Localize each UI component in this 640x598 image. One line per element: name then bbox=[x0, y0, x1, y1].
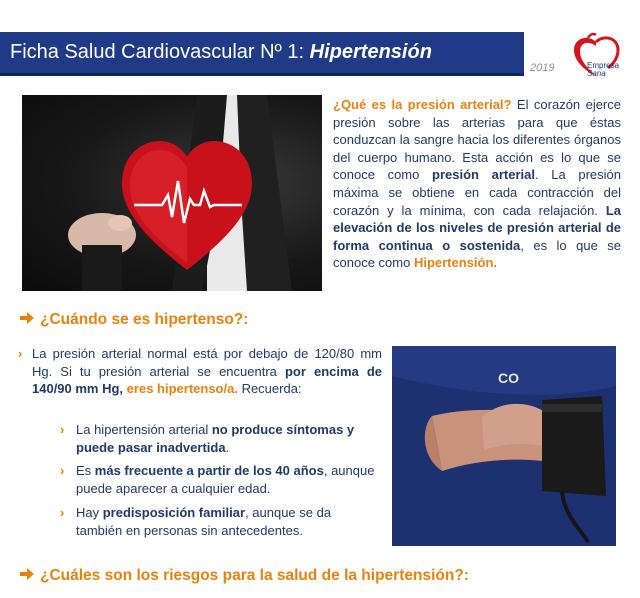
bullet-orange-1: eres hipertenso/a. bbox=[126, 381, 238, 397]
sub-bold: más frecuente a partir de los 40 años bbox=[94, 463, 324, 478]
intro-hipertension: Hipertensión. bbox=[413, 255, 498, 271]
section-heading-riesgos bbox=[18, 567, 469, 585]
intro-bold-2: La elevación de los niveles de presión arterial de forma continua o sostenida bbox=[333, 202, 621, 253]
sub-bullet-2 bbox=[60, 462, 376, 497]
sub-bold: predisposición familiar bbox=[102, 505, 246, 520]
shirt-text: CO bbox=[498, 370, 519, 386]
sub-text: , aunque puede aparecer a cualquier edad. bbox=[76, 463, 375, 496]
sub-text: Hay bbox=[76, 505, 103, 520]
sub-text: Es bbox=[76, 463, 95, 478]
logo-text bbox=[587, 62, 619, 78]
sub-text: La hipertensión arterial bbox=[76, 422, 212, 437]
section-heading-text: ¿Cuándo se es hipertenso?: bbox=[40, 311, 249, 328]
page-title bbox=[10, 41, 432, 64]
sub-bullet-text bbox=[76, 421, 376, 456]
sub-bullet-3 bbox=[60, 504, 376, 539]
sub-bold: no produce síntomas y puede pasar inadvertida bbox=[76, 422, 355, 455]
main-bullet bbox=[18, 345, 382, 398]
bullet-bold-1: por encima de 140/90 mm Hg, bbox=[32, 363, 382, 397]
heart-photo bbox=[22, 95, 322, 291]
intro-paragraph bbox=[333, 96, 621, 272]
title-emphasis: Hipertensión bbox=[309, 41, 432, 63]
bullet-text-1: La presión arterial normal está por debajo de 120/80 mm Hg. Si tu presión arterial se encuentra bbox=[32, 346, 382, 379]
header-bar bbox=[0, 32, 524, 76]
chevron-right-icon: › bbox=[18, 346, 23, 361]
intro-question: ¿Qué es la presión arterial? bbox=[333, 97, 512, 112]
arm-photo bbox=[392, 346, 616, 546]
intro-text-2: . La presión máxima se obtiene en cada contracción del corazón y la mínima, con cada relajación. bbox=[333, 167, 621, 218]
arrow-right-icon bbox=[18, 312, 36, 324]
heart-ecg-icon bbox=[22, 95, 322, 291]
arrow-right-icon bbox=[18, 568, 36, 580]
logo-line-1: Empresa bbox=[587, 61, 620, 70]
logo-line-2: Sana bbox=[587, 69, 606, 78]
intro-text-3: , es lo que se conoce como bbox=[333, 237, 621, 271]
sub-bullet-1 bbox=[60, 421, 376, 456]
section2-heading-text: ¿Cuáles son los riesgos para la salud de la hipertensión?: bbox=[40, 567, 469, 584]
year-label: 2019 bbox=[530, 62, 555, 74]
sub-text: , aunque se da también en personas sin antecedentes. bbox=[76, 505, 332, 538]
chevron-right-icon: › bbox=[60, 505, 65, 520]
sub-text: . bbox=[225, 439, 230, 455]
section-heading-cuando bbox=[18, 311, 248, 329]
intro-text-1: El corazón ejerce presión sobre las arterias para que éstas conduzcan la sangre hacia los diferentes órganos del cuerpo humano. Esta acción es lo que se conoce como bbox=[333, 97, 621, 183]
chevron-right-icon: › bbox=[60, 422, 65, 437]
sub-bullet-text bbox=[76, 462, 376, 497]
chevron-right-icon: › bbox=[60, 463, 65, 478]
title-prefix: Ficha Salud Cardiovascular Nº 1: bbox=[10, 41, 310, 63]
main-bullet-text bbox=[32, 345, 382, 398]
intro-bold-1: presión arterial bbox=[432, 167, 535, 183]
sub-bullet-text bbox=[76, 504, 376, 539]
bullet-text-3: Recuerda: bbox=[237, 381, 302, 397]
